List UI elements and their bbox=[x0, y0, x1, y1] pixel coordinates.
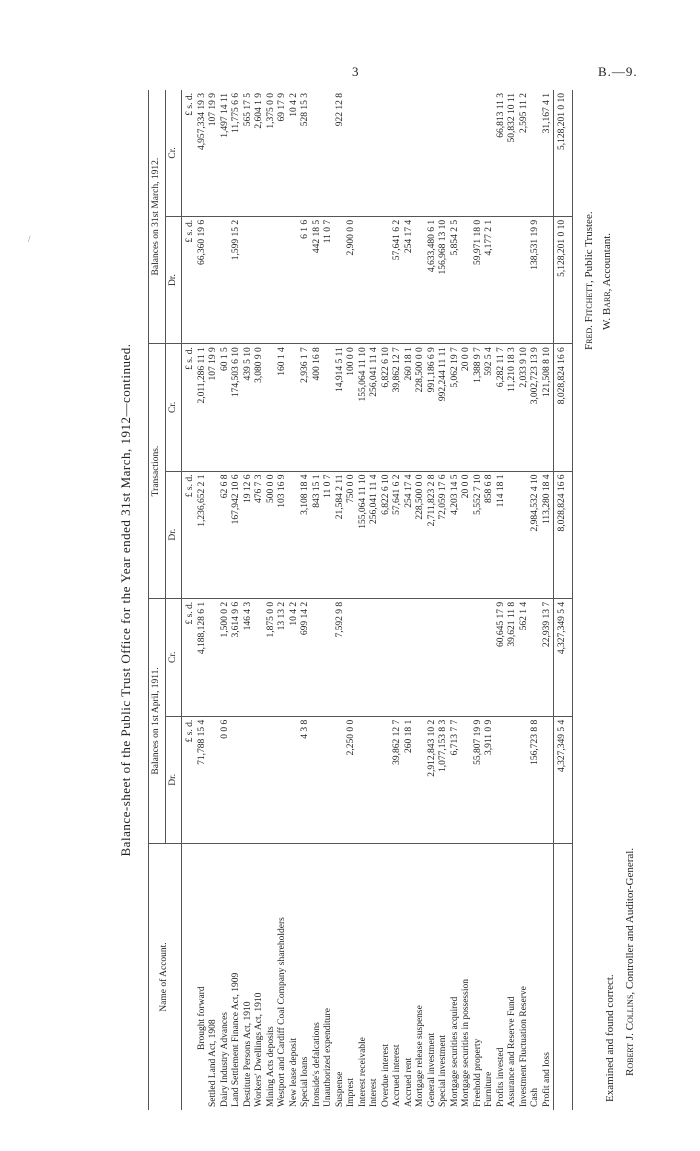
amount-ocr bbox=[381, 598, 393, 716]
amount-ccr: 565 17 5 bbox=[243, 90, 255, 216]
amount-tdr: 155,064 11 10 bbox=[358, 471, 370, 598]
amount-tcr: 60 1 5 bbox=[220, 344, 232, 471]
amount-tdr: 256,041 11 4 bbox=[369, 471, 381, 598]
amount-tdr: 254 17 4 bbox=[404, 471, 416, 598]
amount-tcr: 11,210 18 3 bbox=[507, 344, 519, 471]
amount-tdr bbox=[519, 471, 531, 598]
amount-odr: 156,723 8 8 bbox=[530, 716, 542, 843]
col-closing-header: Balances on 31st March, 1912. bbox=[149, 90, 166, 344]
page-number: 3 bbox=[352, 64, 359, 79]
amount-ccr bbox=[450, 90, 462, 216]
total-tcr: 8,028,824 16 6 bbox=[554, 344, 573, 471]
total-ccr: 5,128,201 0 10 bbox=[554, 90, 573, 216]
amount-ccr: 66,813 11 3 bbox=[496, 90, 508, 216]
amount-cdr bbox=[496, 216, 508, 343]
table-row bbox=[450, 90, 462, 1110]
amount-cdr bbox=[208, 216, 220, 343]
amount-odr: 6,713 7 7 bbox=[450, 716, 462, 843]
account-name: Interest bbox=[369, 1078, 379, 1107]
account-name: Unauthorized expenditure bbox=[323, 1008, 333, 1107]
amount-ocr bbox=[208, 598, 220, 716]
table-row bbox=[254, 90, 266, 1110]
amount-odr bbox=[496, 716, 508, 843]
amount-tcr: 107 19 9 bbox=[208, 344, 220, 471]
amount-ocr: 10 4 2 bbox=[289, 598, 301, 716]
account-name: New lease deposit bbox=[288, 1037, 299, 1107]
amount-tdr: 19 12 6 bbox=[243, 471, 255, 598]
amount-ccr bbox=[358, 90, 370, 216]
opening-dr-header: Dr. bbox=[165, 716, 182, 843]
trustee-name: Fred. Fitchett, bbox=[583, 280, 595, 350]
amount-ccr bbox=[484, 90, 496, 216]
units-label: £ s. d. bbox=[182, 471, 197, 598]
table-row bbox=[335, 90, 347, 1110]
table-row bbox=[208, 90, 220, 1110]
col-opening-header: Balances on 1st April, 1911. bbox=[149, 598, 166, 843]
account-name: Profits invested bbox=[495, 1047, 506, 1107]
amount-ocr bbox=[427, 598, 439, 716]
amount-odr bbox=[208, 716, 220, 843]
table-row bbox=[266, 90, 278, 1110]
amount-ocr bbox=[461, 598, 473, 716]
table-row bbox=[220, 90, 232, 1110]
margin-mark: / bbox=[28, 234, 31, 244]
amount-tdr: 2,711,823 2 8 bbox=[427, 471, 439, 598]
amount-ccr: 2,595 11 2 bbox=[519, 90, 531, 216]
amount-tcr: 228,500 0 0 bbox=[415, 344, 427, 471]
amount-tcr: 100 0 0 bbox=[346, 344, 358, 471]
amount-cdr: 5,854 2 5 bbox=[450, 216, 462, 343]
account-name: Furniture bbox=[484, 1071, 494, 1107]
amount-tcr: 14,914 5 11 bbox=[335, 344, 347, 471]
amount-tdr: 858 6 8 bbox=[484, 471, 496, 598]
opening-cr-header: Cr. bbox=[165, 598, 182, 716]
amount-cdr bbox=[381, 216, 393, 343]
amount-tcr: 6,822 6 10 bbox=[381, 344, 393, 471]
amount-odr bbox=[358, 716, 370, 843]
ledger-body bbox=[182, 90, 573, 1110]
amount-odr: 55,807 19 9 bbox=[473, 716, 485, 843]
amount-ocr: 13 13 2 bbox=[277, 598, 289, 716]
table-row bbox=[369, 90, 381, 1110]
amount-ccr: 10 4 2 bbox=[289, 90, 301, 216]
amount-ccr: 2,604 1 9 bbox=[254, 90, 266, 216]
account-name: Accrued interest bbox=[392, 1044, 402, 1107]
amount-ocr bbox=[484, 598, 496, 716]
amount-tdr: 113,280 18 4 bbox=[542, 471, 554, 598]
amount-odr bbox=[243, 716, 255, 843]
table-row bbox=[243, 90, 255, 1110]
accountant-title: Accountant. bbox=[601, 232, 613, 287]
amount-tdr: 228,500 0 0 bbox=[415, 471, 427, 598]
amount-odr: 4 3 8 bbox=[300, 716, 312, 843]
amount-cdr bbox=[415, 216, 427, 343]
amount-ocr: 39,621 11 8 bbox=[507, 598, 519, 716]
amount-cdr: 2,900 0 0 bbox=[346, 216, 358, 343]
amount-odr bbox=[312, 716, 324, 843]
col-transactions-header: Transactions. bbox=[149, 344, 166, 599]
amount-ocr bbox=[254, 598, 266, 716]
amount-ccr: 11,775 6 6 bbox=[231, 90, 243, 216]
amount-tcr bbox=[323, 344, 335, 471]
amount-odr: 260 18 1 bbox=[404, 716, 416, 843]
table-row bbox=[197, 90, 209, 1110]
account-name: Accrued rent bbox=[403, 1057, 414, 1107]
units-label: £ s. d. bbox=[182, 90, 197, 216]
transactions-dr-header: Dr. bbox=[165, 471, 182, 598]
amount-tcr: 160 1 4 bbox=[277, 344, 289, 471]
amount-cdr: 59,971 18 0 bbox=[473, 216, 485, 343]
table-row bbox=[346, 90, 358, 1110]
total-ocr: 4,327,349 5 4 bbox=[554, 598, 573, 716]
closing-dr-header: Dr. bbox=[165, 216, 182, 343]
table-row bbox=[358, 90, 370, 1110]
amount-cdr: 66,360 19 6 bbox=[197, 216, 209, 343]
amount-tdr bbox=[289, 471, 301, 598]
account-name: Settled Land Act, 1908 bbox=[208, 1019, 218, 1107]
amount-tcr: 992,244 11 11 bbox=[438, 344, 450, 471]
account-name: Interest receivable bbox=[357, 1037, 368, 1107]
amount-odr: 3,911 0 9 bbox=[484, 716, 496, 843]
table-row bbox=[415, 90, 427, 1110]
table-row bbox=[289, 90, 301, 1110]
amount-tdr: 103 16 9 bbox=[277, 471, 289, 598]
amount-tcr: 20 0 0 bbox=[461, 344, 473, 471]
amount-cdr bbox=[243, 216, 255, 343]
amount-ocr bbox=[404, 598, 416, 716]
amount-ccr bbox=[438, 90, 450, 216]
amount-ccr bbox=[461, 90, 473, 216]
amount-odr bbox=[277, 716, 289, 843]
amount-tcr: 3,002,723 13 9 bbox=[530, 344, 542, 471]
amount-cdr bbox=[461, 216, 473, 343]
amount-ocr bbox=[450, 598, 462, 716]
amount-tdr: 57,641 6 2 bbox=[392, 471, 404, 598]
amount-odr bbox=[335, 716, 347, 843]
examined-note: Examined and found correct. bbox=[604, 974, 616, 1102]
accountant-name: W. Barr, bbox=[601, 288, 613, 330]
total-tdr: 8,028,824 16 6 bbox=[554, 471, 573, 598]
amount-ocr bbox=[358, 598, 370, 716]
amount-tcr: 5,062 19 7 bbox=[450, 344, 462, 471]
table-row bbox=[392, 90, 404, 1110]
amount-cdr: 1,599 15 2 bbox=[231, 216, 243, 343]
table-row bbox=[381, 90, 393, 1110]
amount-ccr bbox=[392, 90, 404, 216]
amount-ocr bbox=[323, 598, 335, 716]
amount-ccr bbox=[346, 90, 358, 216]
table-row bbox=[542, 90, 554, 1110]
amount-tdr bbox=[208, 471, 220, 598]
rotated-content bbox=[0, 90, 700, 1110]
amount-ocr bbox=[530, 598, 542, 716]
amount-tcr: 155,064 11 10 bbox=[358, 344, 370, 471]
table-row bbox=[427, 90, 439, 1110]
amount-cdr bbox=[507, 216, 519, 343]
amount-ocr: 3,614 9 6 bbox=[231, 598, 243, 716]
amount-tcr: 121,508 8 10 bbox=[542, 344, 554, 471]
amount-ccr bbox=[369, 90, 381, 216]
amount-cdr bbox=[335, 216, 347, 343]
amount-ccr: 31,167 4 1 bbox=[542, 90, 554, 216]
auditor-title: Controller and Auditor-General. bbox=[624, 847, 636, 990]
amount-odr bbox=[519, 716, 531, 843]
trustee-title: Public Trustee. bbox=[583, 211, 595, 278]
table-row bbox=[473, 90, 485, 1110]
table-row bbox=[438, 90, 450, 1110]
amount-cdr: 11 0 7 bbox=[323, 216, 335, 343]
amount-odr bbox=[323, 716, 335, 843]
table-row bbox=[484, 90, 496, 1110]
account-name: Mortgage securities acquired bbox=[449, 996, 460, 1107]
amount-tcr: 256,041 11 4 bbox=[369, 344, 381, 471]
trustee-line bbox=[580, 211, 598, 350]
table-row bbox=[312, 90, 324, 1110]
amount-ocr: 7,592 9 8 bbox=[335, 598, 347, 716]
amount-tdr: 3,108 18 4 bbox=[300, 471, 312, 598]
account-name: Brought forward bbox=[196, 986, 207, 1050]
account-name: Workers' Dwellings Act, 1910 bbox=[254, 992, 264, 1107]
amount-ocr: 22,939 13 7 bbox=[542, 598, 554, 716]
amount-ocr bbox=[369, 598, 381, 716]
amount-ocr bbox=[473, 598, 485, 716]
amount-tdr: 114 18 1 bbox=[496, 471, 508, 598]
amount-ocr: 60,645 17 9 bbox=[496, 598, 508, 716]
amount-tcr bbox=[289, 344, 301, 471]
account-name: Mortgage release suspense bbox=[415, 1005, 425, 1107]
amount-ocr bbox=[346, 598, 358, 716]
units-label: £ s. d. bbox=[182, 216, 197, 343]
amount-cdr: 156,968 13 10 bbox=[438, 216, 450, 343]
amount-cdr: 138,531 19 9 bbox=[530, 216, 542, 343]
amount-ocr bbox=[438, 598, 450, 716]
amount-cdr bbox=[220, 216, 232, 343]
account-name: Ironside's defalcations bbox=[311, 1022, 322, 1107]
account-name: Overdue interest bbox=[380, 1043, 391, 1107]
units-label: £ s. d. bbox=[182, 598, 197, 716]
amount-odr bbox=[266, 716, 278, 843]
amount-tdr: 4,203 14 5 bbox=[450, 471, 462, 598]
totals-label-spacer bbox=[554, 844, 573, 1111]
trustee-signatures bbox=[580, 211, 616, 350]
amount-ccr: 1,375 0 0 bbox=[266, 90, 278, 216]
amount-tcr: 592 5 4 bbox=[484, 344, 496, 471]
table-row bbox=[507, 90, 519, 1110]
amount-tcr: 260 18 1 bbox=[404, 344, 416, 471]
amount-tdr: 2,984,532 4 10 bbox=[530, 471, 542, 598]
amount-tdr: 476 7 3 bbox=[254, 471, 266, 598]
account-name: Assurance and Reserve Fund bbox=[507, 996, 517, 1107]
amount-tdr: 167,942 10 6 bbox=[231, 471, 243, 598]
account-name: Investment Fluctuation Reserve bbox=[518, 986, 529, 1107]
amount-odr bbox=[254, 716, 266, 843]
amount-ccr bbox=[312, 90, 324, 216]
account-name: Mining Acts deposits bbox=[265, 1026, 276, 1107]
table-row bbox=[461, 90, 473, 1110]
amount-cdr bbox=[358, 216, 370, 343]
amount-tcr: 439 5 10 bbox=[243, 344, 255, 471]
amount-ccr bbox=[427, 90, 439, 216]
amount-ccr bbox=[415, 90, 427, 216]
total-cdr: 5,128,201 0 10 bbox=[554, 216, 573, 343]
audit-signature bbox=[600, 848, 640, 1102]
amount-ccr: 4,957,334 19 3 bbox=[197, 90, 209, 216]
amount-tdr: 62 6 8 bbox=[220, 471, 232, 598]
amount-ccr bbox=[530, 90, 542, 216]
amount-odr bbox=[231, 716, 243, 843]
amount-tcr: 1,388 9 7 bbox=[473, 344, 485, 471]
amount-tcr: 400 16 8 bbox=[312, 344, 324, 471]
amount-cdr: 57,641 6 2 bbox=[392, 216, 404, 343]
amount-odr bbox=[542, 716, 554, 843]
auditor-name: Robert J. Collins, bbox=[624, 991, 636, 1076]
amount-odr: 39,862 12 7 bbox=[392, 716, 404, 843]
amount-ocr: 699 14 2 bbox=[300, 598, 312, 716]
header-row-top bbox=[149, 90, 166, 1110]
totals-row bbox=[554, 90, 573, 1110]
amount-ccr bbox=[473, 90, 485, 216]
account-name: Westport and Cardiff Coal Company shareholders bbox=[277, 917, 287, 1107]
units-label: £ s. d. bbox=[182, 716, 197, 843]
units-row bbox=[182, 90, 197, 1110]
account-name: Freehold property bbox=[472, 1038, 483, 1107]
amount-odr: 2,912,843 10 2 bbox=[427, 716, 439, 843]
amount-ocr: 562 1 4 bbox=[519, 598, 531, 716]
accountant-line bbox=[598, 211, 616, 350]
amount-tdr: 5,552 7 10 bbox=[473, 471, 485, 598]
amount-odr: 2,250 0 0 bbox=[346, 716, 358, 843]
units-label: £ s. d. bbox=[182, 344, 197, 471]
document-code: B.—9. bbox=[598, 64, 638, 79]
account-name: Destitute Persons Act, 1910 bbox=[242, 1001, 253, 1107]
account-name: Special investment bbox=[438, 1034, 448, 1107]
account-name: Dairy Industry Advances bbox=[219, 1012, 230, 1107]
amount-odr: 0 0 6 bbox=[220, 716, 232, 843]
account-name: Suspense bbox=[334, 1071, 345, 1107]
table-row bbox=[496, 90, 508, 1110]
amount-ocr: 4,188,128 6 1 bbox=[197, 598, 209, 716]
amount-tdr: 6,822 6 10 bbox=[381, 471, 393, 598]
amount-ccr bbox=[323, 90, 335, 216]
amount-tcr: 6,282 11 7 bbox=[496, 344, 508, 471]
account-name: Imprest bbox=[346, 1077, 356, 1107]
table-row bbox=[323, 90, 335, 1110]
account-name: Mortgage securities in possession bbox=[461, 979, 471, 1107]
amount-ccr: 69 17 9 bbox=[277, 90, 289, 216]
amount-cdr bbox=[519, 216, 531, 343]
amount-tcr: 2,011,286 11 1 bbox=[197, 344, 209, 471]
amount-tcr: 991,186 6 9 bbox=[427, 344, 439, 471]
account-name: Profit and loss bbox=[541, 1052, 552, 1107]
amount-tdr: 1,236,652 2 1 bbox=[197, 471, 209, 598]
amount-ocr: 1,500 0 2 bbox=[220, 598, 232, 716]
amount-tcr: 2,033 9 10 bbox=[519, 344, 531, 471]
amount-cdr bbox=[542, 216, 554, 343]
amount-ocr bbox=[312, 598, 324, 716]
amount-ocr: 1,875 0 0 bbox=[266, 598, 278, 716]
table-row bbox=[300, 90, 312, 1110]
amount-cdr bbox=[369, 216, 381, 343]
amount-cdr: 6 1 6 bbox=[300, 216, 312, 343]
amount-odr bbox=[461, 716, 473, 843]
amount-odr bbox=[289, 716, 301, 843]
amount-cdr bbox=[254, 216, 266, 343]
amount-odr bbox=[415, 716, 427, 843]
closing-cr-header: Cr. bbox=[165, 90, 182, 216]
amount-cdr: 4,177 2 1 bbox=[484, 216, 496, 343]
balance-sheet-table bbox=[148, 90, 573, 1110]
amount-cdr bbox=[289, 216, 301, 343]
table-row bbox=[519, 90, 531, 1110]
amount-tcr bbox=[266, 344, 278, 471]
amount-odr: 71,788 15 4 bbox=[197, 716, 209, 843]
auditor-line bbox=[620, 848, 640, 1102]
amount-tdr: 11 0 7 bbox=[323, 471, 335, 598]
amount-tdr: 21,584 2 11 bbox=[335, 471, 347, 598]
amount-ccr: 922 12 8 bbox=[335, 90, 347, 216]
amount-ccr: 1,497 14 11 bbox=[220, 90, 232, 216]
amount-ccr: 50,832 10 11 bbox=[507, 90, 519, 216]
amount-ocr bbox=[415, 598, 427, 716]
amount-cdr bbox=[277, 216, 289, 343]
page-title: Balance-sheet of the Public Trust Office for the Year ended 31st March, 1912—continued. bbox=[118, 343, 133, 857]
amount-odr: 1,077,153 8 3 bbox=[438, 716, 450, 843]
amount-tcr: 3,080 9 0 bbox=[254, 344, 266, 471]
account-name: Special loans bbox=[300, 1056, 310, 1107]
amount-tdr: 500 0 0 bbox=[266, 471, 278, 598]
amount-cdr: 254 17 4 bbox=[404, 216, 416, 343]
amount-odr bbox=[369, 716, 381, 843]
amount-tcr: 2,936 1 7 bbox=[300, 344, 312, 471]
amount-tcr: 174,503 6 10 bbox=[231, 344, 243, 471]
units-spacer bbox=[182, 844, 197, 1111]
table-row bbox=[231, 90, 243, 1110]
total-odr: 4,327,349 5 4 bbox=[554, 716, 573, 843]
account-name: Cash bbox=[530, 1088, 540, 1107]
table-row bbox=[404, 90, 416, 1110]
amount-ccr: 528 15 3 bbox=[300, 90, 312, 216]
amount-tdr: 843 15 1 bbox=[312, 471, 324, 598]
amount-tcr: 39,862 12 7 bbox=[392, 344, 404, 471]
amount-ccr bbox=[404, 90, 416, 216]
account-name: Land Settlement Finance Act, 1909 bbox=[231, 972, 241, 1107]
amount-ocr bbox=[392, 598, 404, 716]
transactions-cr-header: Cr. bbox=[165, 344, 182, 471]
amount-ocr: 146 4 3 bbox=[243, 598, 255, 716]
amount-ccr: 107 19 9 bbox=[208, 90, 220, 216]
amount-cdr bbox=[266, 216, 278, 343]
amount-odr bbox=[507, 716, 519, 843]
table-row bbox=[277, 90, 289, 1110]
col-name-header: Name of Account. bbox=[149, 844, 182, 1111]
amount-odr bbox=[381, 716, 393, 843]
amount-cdr: 442 18 5 bbox=[312, 216, 324, 343]
amount-tdr: 750 0 0 bbox=[346, 471, 358, 598]
amount-tdr: 72,059 17 6 bbox=[438, 471, 450, 598]
amount-tdr: 20 0 0 bbox=[461, 471, 473, 598]
amount-ccr bbox=[381, 90, 393, 216]
amount-cdr: 4,633,480 6 1 bbox=[427, 216, 439, 343]
table-row bbox=[530, 90, 542, 1110]
amount-tdr bbox=[507, 471, 519, 598]
account-name: General investment bbox=[426, 1032, 437, 1107]
